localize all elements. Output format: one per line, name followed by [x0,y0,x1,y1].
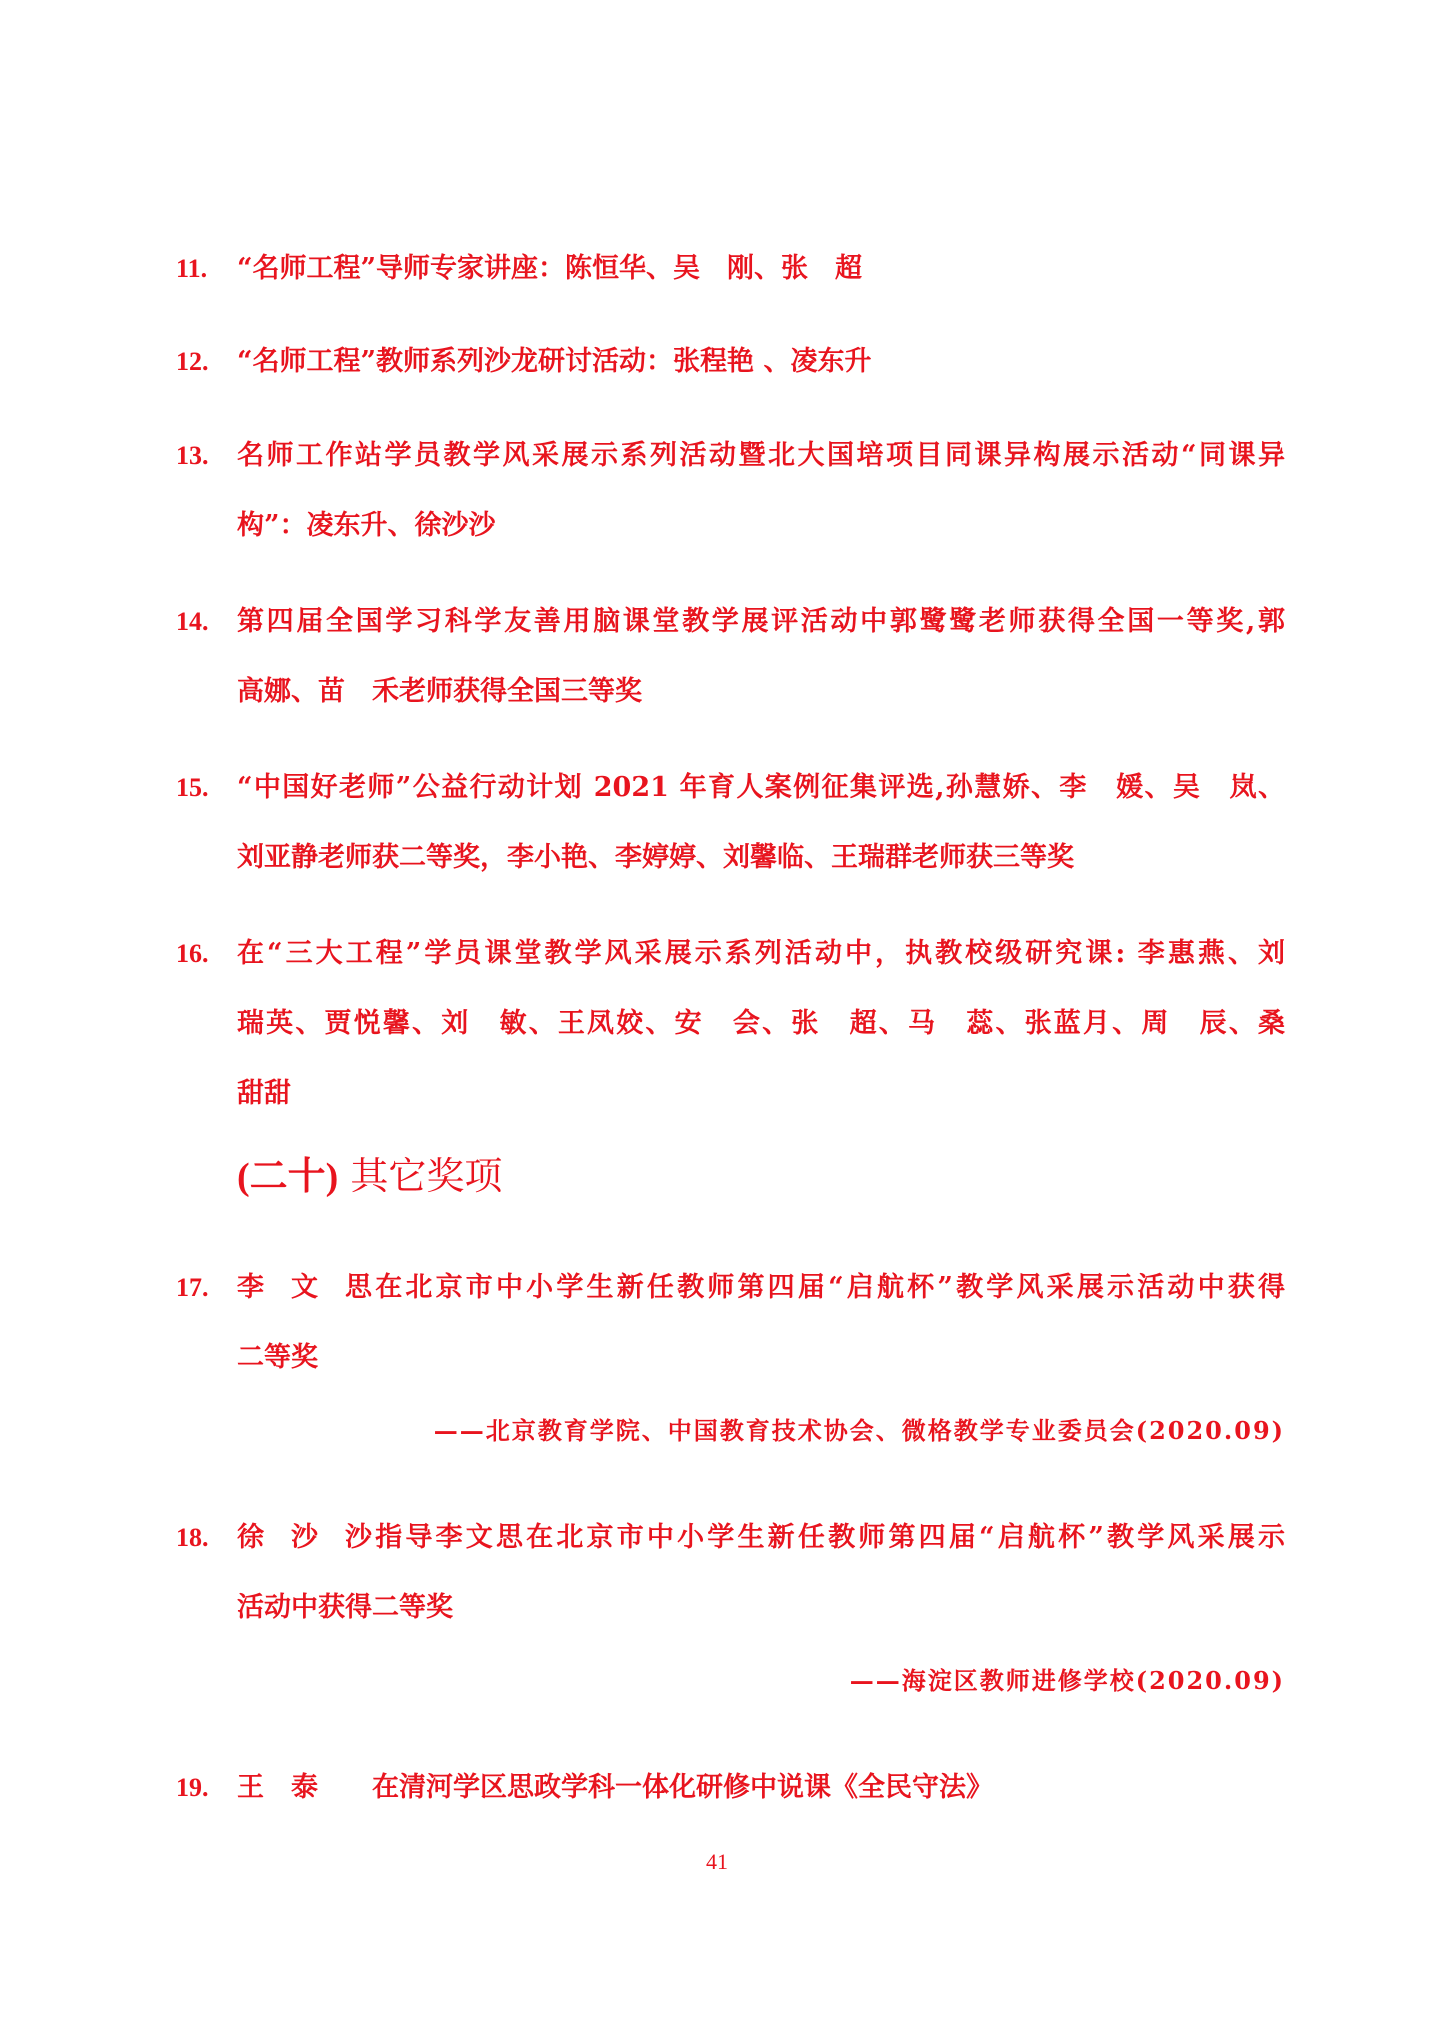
award-description: 指导李文思在北京市中小学生新任教师第四届“启航杯”教学风采展示 [372,1522,1285,1553]
item-text: “名师工程”导师专家讲座：陈恒华、吴 刚、张 超 [237,253,863,284]
award-description: 在清河学区思政学科一体化研修中说课《全民守法》 [372,1772,993,1803]
section-heading-number: (二十) [237,1156,339,1198]
award-text-continued: 二等奖 [237,1342,318,1373]
item-number: 12. [176,347,209,376]
award-text-continued: 活动中获得二等奖 [237,1592,453,1623]
award-description: 在北京市中小学生新任教师第四届“启航杯”教学风采展示活动中获得 [372,1272,1285,1303]
item-text-continued: 构”：凌东升、徐沙沙 [237,510,496,541]
item-number: 11. [176,254,208,283]
item-text-continued: 甜甜 [237,1078,291,1109]
award-source: ——北京教育学院、中国教育技术协会、微格教学专业委员会(2020.09) [433,1416,1285,1445]
item-text-continued: 刘亚静老师获二等奖，李小艳、李婷婷、刘馨临、王瑞群老师获三等奖 [237,842,1074,873]
item-text: 在“三大工程”学员课堂教学风采展示系列活动中，执教校级研究课: 李惠燕、刘 [237,938,1285,969]
award-text [237,1771,993,1805]
item-number: 13. [176,441,209,470]
item-text: 第四届全国学习科学友善用脑课堂教学展评活动中郭鹭鹭老师获得全国一等奖,郭 [237,606,1285,637]
award-recipient: 徐沙沙 [237,1522,372,1553]
item-number: 15. [176,773,209,802]
item-number: 14. [176,607,209,636]
item-number: 16. [176,939,209,968]
award-text [237,1521,1285,1555]
section-heading [237,1152,502,1201]
item-text-continued: 高娜、苗 禾老师获得全国三等奖 [237,676,642,707]
award-number: 19. [176,1773,209,1802]
item-text: 名师工作站学员教学风采展示系列活动暨北大国培项目同课异构展示活动“同课异 [237,440,1285,471]
award-recipient: 王 泰 [237,1772,318,1803]
award-number: 18. [176,1523,209,1552]
item-text-continued: 瑞英、贾悦馨、刘 敏、王凤姣、安 会、张 超、马 蕊、张蓝月、周 辰、桑 [237,1008,1285,1039]
page-number: 41 [706,1849,728,1874]
award-source: ——海淀区教师进修学校(2020.09) [849,1666,1285,1695]
section-heading-title: 其它奖项 [338,1154,503,1198]
award-recipient: 李文思 [237,1272,372,1303]
award-text [237,1271,1285,1305]
award-number: 17. [176,1273,209,1302]
item-text: “中国好老师”公益行动计划 2021 年育人案例征集评选,孙慧娇、李 媛、吴 岚、 [237,772,1285,803]
item-text: “名师工程”教师系列沙龙研讨活动：张程艳 、凌东升 [237,346,872,377]
